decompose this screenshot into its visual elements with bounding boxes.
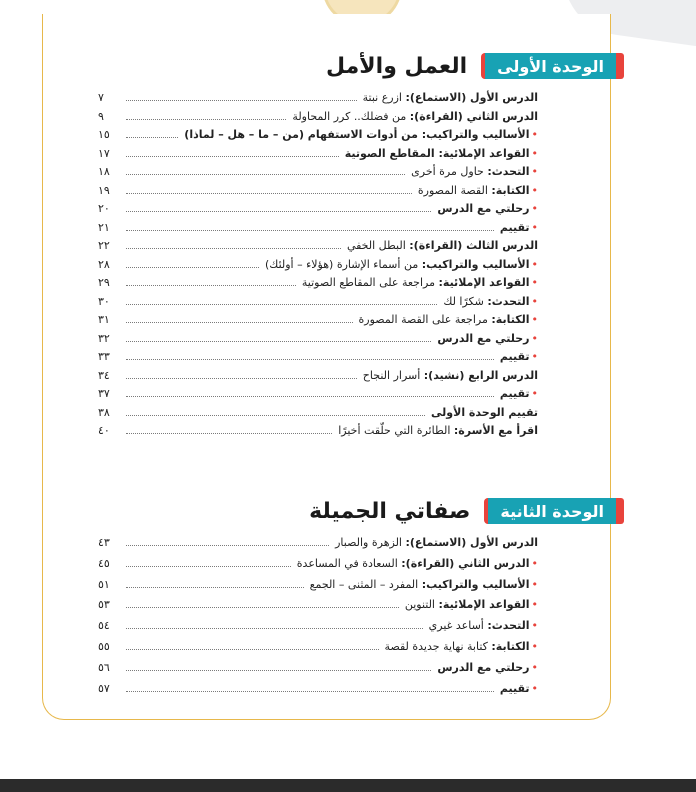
page-number: ٤٥ <box>98 556 110 570</box>
toc-entry-title <box>429 619 538 632</box>
bullet-icon: • <box>531 146 538 160</box>
toc-entry[interactable] <box>98 536 538 557</box>
toc-entry-text: الطائرة التي حلّقت أخيرًا <box>338 424 454 437</box>
unit-1-red-marker <box>616 53 624 79</box>
unit-2-lesson-list <box>98 536 538 702</box>
bullet-icon: • <box>531 387 538 400</box>
page-number: ٣٣ <box>98 350 110 363</box>
dot-leader <box>126 359 494 360</box>
toc-entry-title <box>437 202 538 215</box>
unit-2-title: صفاتي الجميلة <box>309 498 471 524</box>
toc-entry-title <box>265 258 538 271</box>
bullet-icon: • <box>531 331 538 345</box>
page-number: ٥٦ <box>98 660 110 674</box>
toc-entry[interactable] <box>98 258 538 277</box>
toc-entry-title <box>359 313 538 326</box>
dot-leader <box>126 607 399 608</box>
bullet-icon: • <box>531 619 538 633</box>
toc-entry[interactable] <box>98 239 538 258</box>
toc-entry[interactable] <box>98 202 538 221</box>
toc-entry[interactable] <box>98 369 538 388</box>
page-number: ٥٧ <box>98 681 110 695</box>
toc-entry-label: تقييم <box>499 350 530 363</box>
toc-entry-text: ازرع نبتة <box>362 91 406 104</box>
toc-entry[interactable] <box>98 640 538 661</box>
dot-leader <box>126 341 431 342</box>
toc-entry[interactable] <box>98 387 538 406</box>
unit-2-header <box>309 496 624 526</box>
toc-entry[interactable] <box>98 295 538 314</box>
toc-entry-label: القواعد الإملائية: <box>438 276 530 289</box>
toc-entry-title <box>418 184 538 197</box>
bullet-icon: • <box>531 202 538 215</box>
toc-entry-label: الأساليب والتراكيب: <box>421 257 530 271</box>
toc-entry[interactable] <box>98 221 538 240</box>
unit-1-header <box>326 51 624 81</box>
toc-entry-title <box>437 661 538 674</box>
bullet-icon: • <box>531 257 538 271</box>
toc-entry-title <box>500 350 538 363</box>
toc-entry[interactable] <box>98 682 538 703</box>
page-number: ٥٣ <box>98 598 110 612</box>
toc-entry-label: رحلتي مع الدرس <box>437 331 530 345</box>
toc-entry[interactable] <box>98 276 538 295</box>
dot-leader <box>126 119 286 120</box>
page-number: ٣١ <box>98 313 110 326</box>
page-number: ١٥ <box>98 128 110 141</box>
dot-leader <box>126 433 332 434</box>
bullet-icon: • <box>531 128 538 141</box>
toc-entry[interactable] <box>98 557 538 578</box>
bullet-icon: • <box>531 165 538 178</box>
toc-entry-title <box>292 110 538 123</box>
bullet-icon: • <box>531 598 538 612</box>
page-number: ٢٩ <box>98 276 110 289</box>
toc-entry-label: الكتابة: <box>491 639 530 653</box>
toc-entry[interactable] <box>98 619 538 640</box>
unit-2-tag: الوحدة الثانية <box>484 498 616 524</box>
bullet-icon: • <box>531 577 538 591</box>
toc-entry-text: شكرًا لك <box>443 294 488 308</box>
toc-entry[interactable] <box>98 332 538 351</box>
toc-entry-label: الدرس الثاني (القراءة): <box>409 109 538 123</box>
bullet-icon: • <box>531 313 538 326</box>
bullet-icon: • <box>531 294 538 308</box>
toc-entry-title <box>500 387 538 400</box>
toc-entry-text: أسرار النجاح <box>362 368 424 382</box>
toc-entry-label: القواعد الإملائية: المقاطع الصوتية <box>344 146 530 160</box>
dot-leader <box>126 545 329 546</box>
bullet-icon: • <box>531 681 538 695</box>
toc-entry-title <box>345 147 538 160</box>
dot-leader <box>126 322 353 323</box>
toc-entry-title <box>184 128 538 141</box>
dot-leader <box>126 193 412 194</box>
toc-entry-title <box>310 578 538 591</box>
dot-leader <box>126 230 494 231</box>
toc-entry-text: من أسماء الإشارة (هؤلاء – أولئك) <box>265 257 422 271</box>
page-number: ٢١ <box>98 220 110 234</box>
dot-leader <box>126 156 339 157</box>
page-number: ٣٨ <box>98 405 110 419</box>
page-number: ٤٠ <box>98 424 110 437</box>
bottom-bar <box>0 779 696 792</box>
page-number: ٣٧ <box>98 387 110 400</box>
toc-entry-label: تقييم الوحدة الأولى <box>431 405 538 419</box>
toc-entry-text: أساعد غيري <box>428 619 488 633</box>
toc-entry-text: مراجعة على القصة المصورة <box>358 313 492 326</box>
toc-entry[interactable] <box>98 184 538 203</box>
toc-entry-text: السعادة في المساعدة <box>296 556 402 570</box>
dot-leader <box>126 649 379 650</box>
toc-entry-text: القصة المصورة <box>417 183 492 197</box>
toc-entry-label: الكتابة: <box>491 183 530 197</box>
dot-leader <box>126 248 341 249</box>
toc-entry-title <box>302 276 538 289</box>
dot-leader <box>126 566 291 567</box>
toc-entry-text: مراجعة على المقاطع الصوتية <box>301 276 439 289</box>
toc-entry-label: التحدث: <box>487 294 530 308</box>
dot-leader <box>126 285 296 286</box>
page-number: ١٧ <box>98 146 110 160</box>
dot-leader <box>126 137 178 138</box>
toc-entry-text: حاول مرة أخرى <box>411 165 488 178</box>
toc-entry-label: تقييم <box>499 387 530 400</box>
toc-entry-title <box>443 295 538 308</box>
bullet-icon: • <box>531 276 538 289</box>
dot-leader <box>126 691 494 692</box>
bullet-icon: • <box>531 556 538 570</box>
dot-leader <box>126 587 304 588</box>
page-number: ٢٢ <box>98 239 110 252</box>
page-number: ١٩ <box>98 183 110 197</box>
bullet-icon: • <box>531 660 538 674</box>
toc-entry-text: البطل الخفي <box>346 239 410 252</box>
toc-entry-text: كتابة نهاية جديدة لقصة <box>384 639 492 653</box>
toc-entry[interactable] <box>98 578 538 599</box>
unit-2-tag-wrap <box>484 498 624 524</box>
bullet-icon: • <box>531 220 538 234</box>
toc-entry[interactable] <box>98 598 538 619</box>
toc-entry[interactable] <box>98 350 538 369</box>
page-number: ٥٤ <box>98 619 110 633</box>
toc-entry[interactable] <box>98 91 538 110</box>
toc-entry-text: من فضلك.. كرر المحاولة <box>292 109 410 123</box>
bullet-icon: • <box>531 639 538 653</box>
page-number: ٤٣ <box>98 536 110 549</box>
toc-entry-title <box>363 91 538 104</box>
toc-entry[interactable] <box>98 313 538 332</box>
toc-entry-title <box>347 239 538 252</box>
page-number: ٢٨ <box>98 257 110 271</box>
toc-entry-title <box>297 557 538 570</box>
toc-entry-label: الدرس الرابع (نشيد): <box>423 368 538 382</box>
toc-entry-title <box>338 424 538 437</box>
page-number: ٧ <box>98 91 104 104</box>
toc-entry-title <box>385 640 538 653</box>
dot-leader <box>126 267 259 268</box>
toc-entry-title <box>431 406 538 419</box>
toc-entry-label: تقييم <box>499 681 530 695</box>
toc-entry-text: الزهرة والصبار <box>335 536 406 549</box>
toc-entry-label: الأساليب والتراكيب: من أدوات الاستفهام (من – ما – هل – لماذا) <box>184 128 530 141</box>
page-number: ٢٠ <box>98 202 110 215</box>
page-number: ٣٠ <box>98 294 110 308</box>
toc-entry[interactable] <box>98 406 538 425</box>
toc-entry-label: الدرس الثالث (القراءة): <box>409 239 538 252</box>
toc-entry-label: التحدث: <box>487 165 530 178</box>
bullet-icon: • <box>531 183 538 197</box>
page-number: ٩ <box>98 109 104 123</box>
unit-2-red-marker <box>616 498 624 524</box>
toc-entry-label: رحلتي مع الدرس <box>437 202 530 215</box>
toc-entry[interactable] <box>98 110 538 129</box>
toc-entry-title <box>363 369 538 382</box>
dot-leader <box>126 415 425 416</box>
toc-entry[interactable] <box>98 128 538 147</box>
toc-entry[interactable] <box>98 424 538 443</box>
unit-1-title: العمل والأمل <box>326 53 468 79</box>
page-number: ٣٤ <box>98 368 110 382</box>
page-number: ٥١ <box>98 577 110 591</box>
dot-leader <box>126 211 431 212</box>
unit-1-tag: الوحدة الأولى <box>481 53 616 79</box>
dot-leader <box>126 304 437 305</box>
toc-entry-title <box>405 598 538 611</box>
toc-entry-text: التنوين <box>404 598 439 612</box>
dot-leader <box>126 174 405 175</box>
toc-entry-label: رحلتي مع الدرس <box>437 660 530 674</box>
toc-entry-label: التحدث: <box>487 619 530 633</box>
unit-1-tag-wrap <box>481 53 624 79</box>
page-number: ٣٢ <box>98 331 110 345</box>
bullet-icon: • <box>531 350 538 363</box>
toc-entry[interactable] <box>98 165 538 184</box>
toc-entry-label: الكتابة: <box>491 313 530 326</box>
toc-entry-title <box>500 221 538 234</box>
toc-entry-title <box>335 536 538 549</box>
dot-leader <box>126 378 357 379</box>
toc-entry-label: الأساليب والتراكيب: <box>421 577 530 591</box>
dot-leader <box>126 396 494 397</box>
toc-entry-title <box>500 682 538 695</box>
toc-entry-label: اقرأ مع الأسرة: <box>453 424 538 437</box>
toc-entry-title <box>437 332 538 345</box>
unit-1-lesson-list <box>98 91 538 443</box>
toc-entry-title <box>411 165 538 178</box>
toc-entry-label: تقييم <box>499 220 530 234</box>
toc-entry-label: الدرس الأول (الاستماع): <box>405 91 538 104</box>
page-number: ١٨ <box>98 165 110 178</box>
toc-entry-label: الدرس الأول (الاستماع): <box>405 536 538 549</box>
dot-leader <box>126 100 357 101</box>
toc-entry-text: المفرد – المثنى – الجمع <box>309 577 422 591</box>
dot-leader <box>126 628 423 629</box>
toc-entry[interactable] <box>98 661 538 682</box>
dot-leader <box>126 670 431 671</box>
page-number: ٥٥ <box>98 639 110 653</box>
toc-entry-label: الدرس الثاني (القراءة): <box>401 556 530 570</box>
toc-entry-label: القواعد الإملائية: <box>438 598 530 612</box>
toc-entry[interactable] <box>98 147 538 166</box>
